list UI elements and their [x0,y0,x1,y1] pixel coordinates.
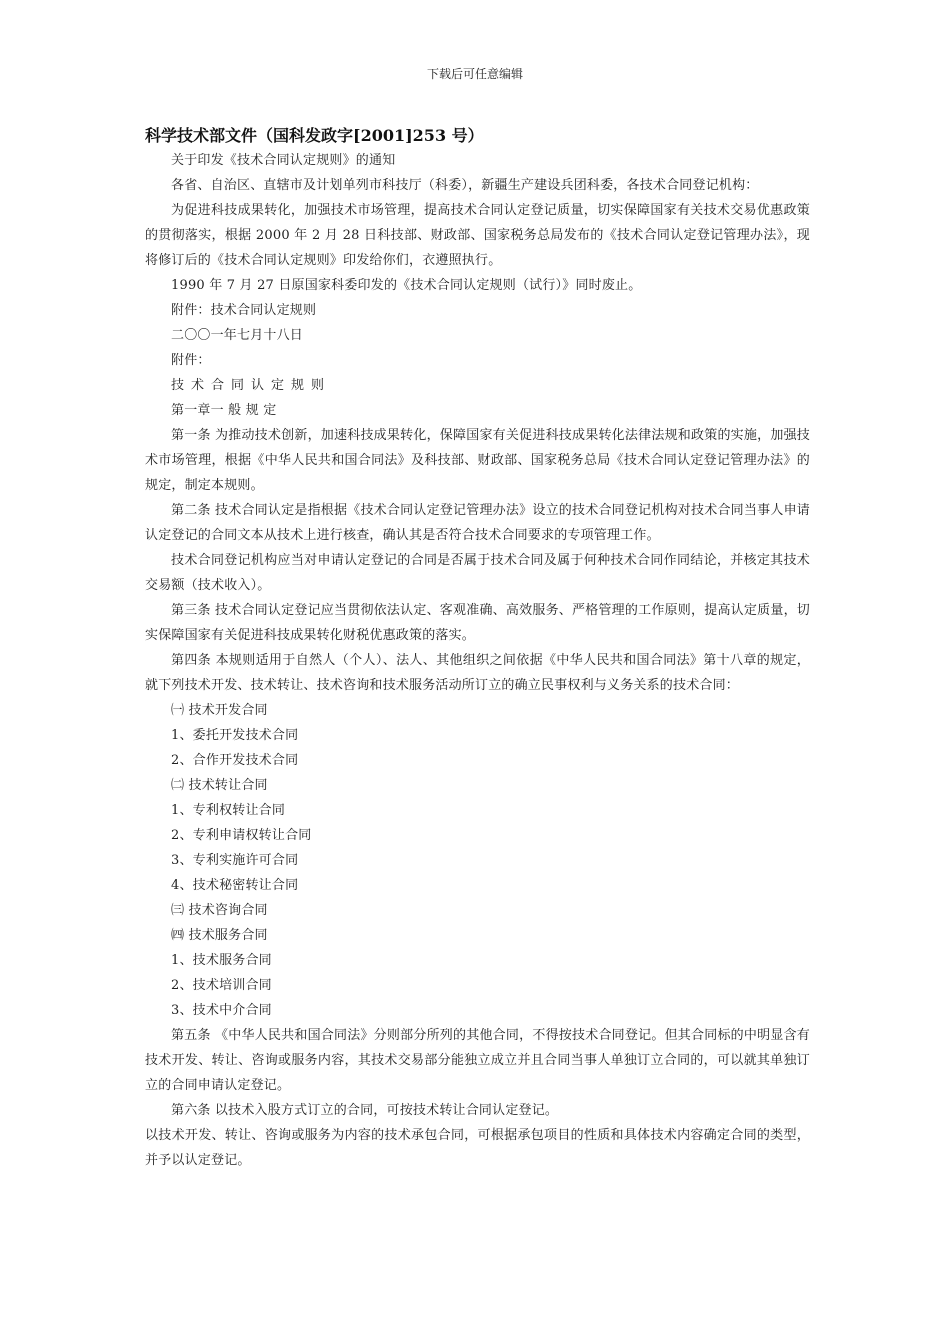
paragraph: 为促进科技成果转化，加强技术市场管理，提高技术合同认定登记质量，切实保障国家有关技术交易优惠政策的贯彻落实，根据 2000 年 2 月 28 日科技部、财政部、国家税务总局发布的《技术合同认定登记管理办法》，现将修订后的《技术合同认定规则》印发给你们，衣遵照执行。 [145,203,810,268]
document-title: 科学技术部文件（国科发政字[2001]253 号） [145,126,484,145]
paragraph: 1990 年 7 月 27 日原国家科委印发的《技术合同认定规则（试行）》同时废止。 [171,278,642,293]
paragraph: 2、合作开发技术合同 [171,753,299,768]
paragraph: 第一条 为推动技术创新，加速科技成果转化，保障国家有关促进科技成果转化法律法规和政策的实施，加强技术市场管理，根据《中华人民共和国合同法》及科技部、财政部、国家税务总局《技术合同认定登记管理办法》的规定，制定本规则。 [145,428,810,493]
paragraph: 第五条 《中华人民共和国合同法》分则部分所列的其他合同，不得按技术合同登记。但其合同标的中明显含有技术开发、转让、咨询或服务内容，其技术交易部分能独立成立并且合同当事人单独订立合同的，可以就其单独订立的合同申请认定登记。 [145,1028,810,1093]
paragraph: ㈠ 技术开发合同 [171,703,268,718]
paragraph: 4、技术秘密转让合同 [171,878,299,893]
paragraph: ㈢ 技术咨询合同 [171,903,268,918]
paragraph: 第四条 本规则适用于自然人（个人）、法人、其他组织之间依据《中华人民共和国合同法》第十八章的规定，就下列技术开发、技术转让、技术咨询和技术服务活动所订立的确立民事权利与义务关系的技术合同： [145,653,810,693]
document-body [145,124,810,1173]
paragraph: 以技术开发、转让、咨询或服务为内容的技术承包合同，可根据承包项目的性质和具体技术内容确定合同的类型，并予以认定登记。 [145,1128,810,1168]
paragraph: 附件：技术合同认定规则 [171,303,317,318]
paragraph: 2、技术培训合同 [171,978,272,993]
paragraph: 二〇〇一年七月十八日 [171,328,304,343]
paragraph: 第六条 以技术入股方式订立的合同，可按技术转让合同认定登记。 [171,1103,559,1118]
paragraph: 1、专利权转让合同 [171,803,286,818]
paragraph: 关于印发《技术合同认定规则》的通知 [171,153,396,168]
paragraph: 附件： [171,353,211,368]
paragraph: 技术合同认定规则 [171,378,332,393]
paragraph: 第三条 技术合同认定登记应当贯彻依法认定、客观准确、高效服务、严格管理的工作原则，提高认定质量，切实保障国家有关促进科技成果转化财税优惠政策的落实。 [145,603,810,643]
paragraph: 第一章一 般 规 定 [171,403,277,418]
paragraph: 1、委托开发技术合同 [171,728,299,743]
paragraph: 3、专利实施许可合同 [171,853,299,868]
paragraph: 1、技术服务合同 [171,953,272,968]
paragraph: ㈣ 技术服务合同 [171,928,268,943]
paragraph: 各省、自治区、直辖市及计划单列市科技厅（科委），新疆生产建设兵团科委，各技术合同登记机构： [171,178,759,193]
paragraph: 3、技术中介合同 [171,1003,272,1018]
header-note: 下载后可任意编辑 [426,67,523,81]
paragraph: 2、专利申请权转让合同 [171,828,312,843]
paragraph: 技术合同登记机构应当对申请认定登记的合同是否属于技术合同及属于何种技术合同作同结论，并核定其技术交易额（技术收入）。 [145,553,810,593]
paragraph-list [145,148,810,1173]
paragraph: 第二条 技术合同认定是指根据《技术合同认定登记管理办法》设立的技术合同登记机构对技术合同当事人申请认定登记的合同文本从技术上进行核查，确认其是否符合技术合同要求的专项管理工作。 [145,503,810,543]
paragraph: ㈡ 技术转让合同 [171,778,268,793]
